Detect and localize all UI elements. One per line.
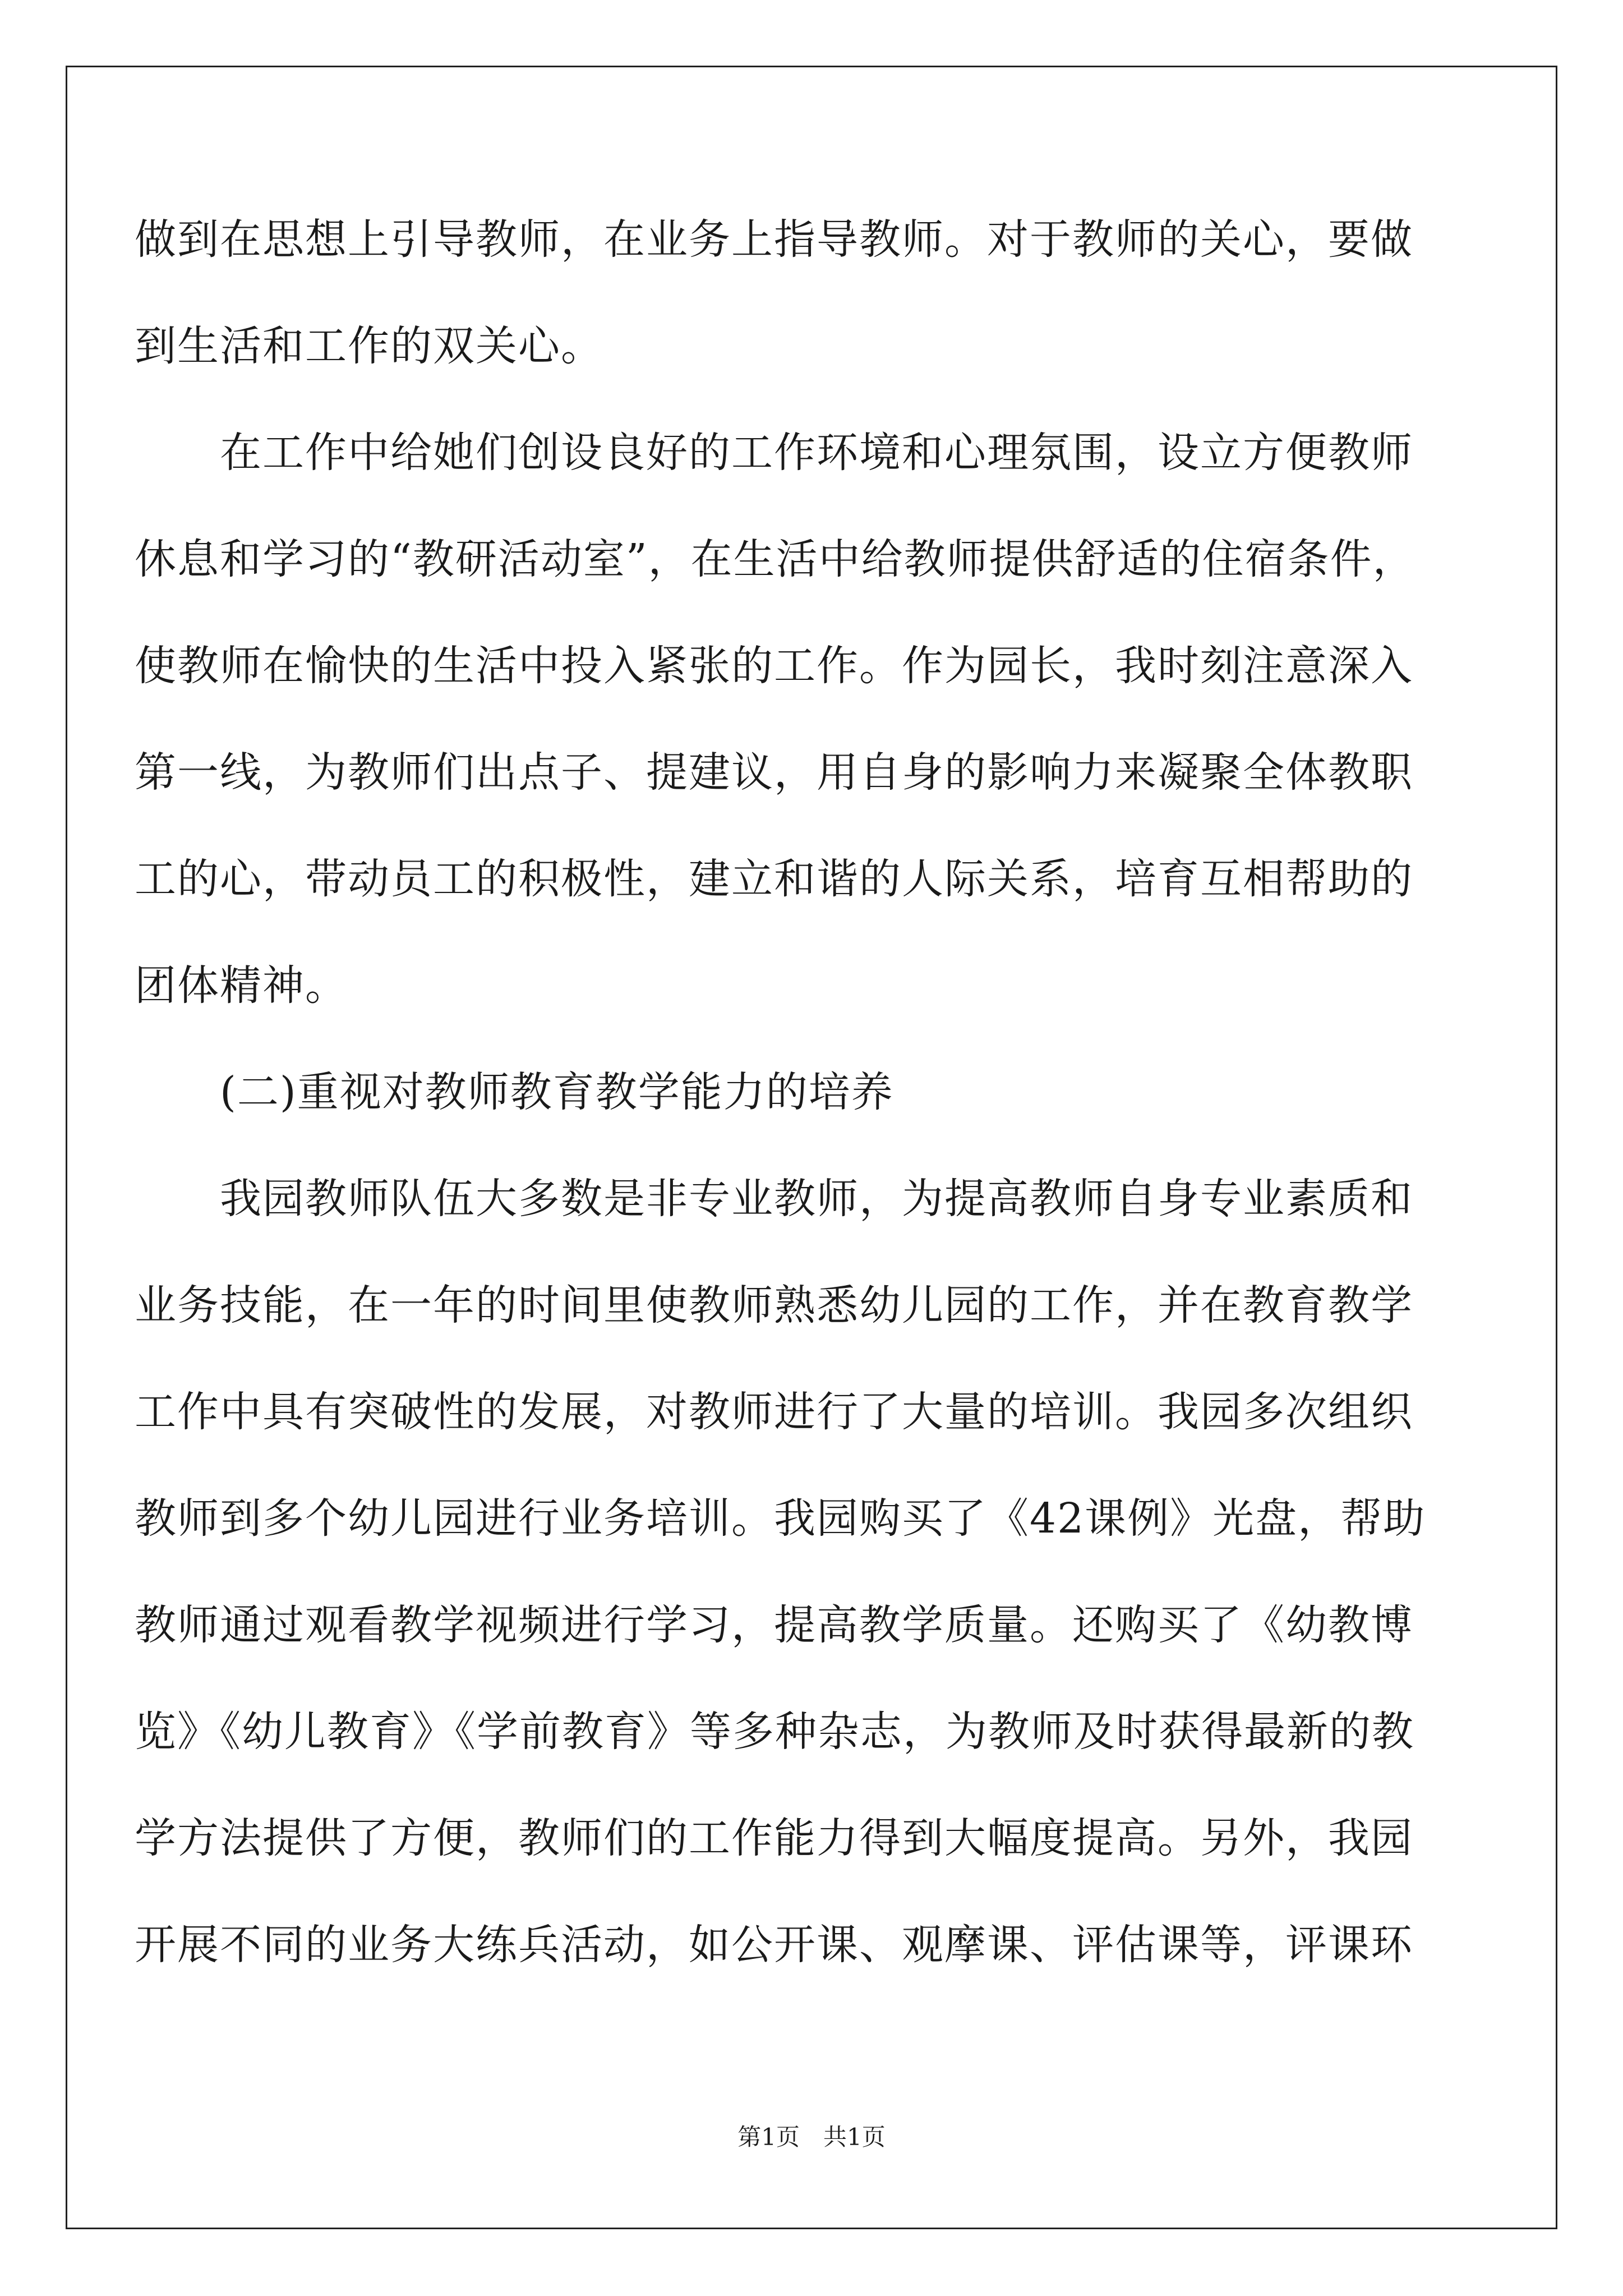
text-line: 览》《幼儿教育》《学前教育》等多种杂志，为教师及时获得最新的教 [135,1708,1414,1756]
text-line: 第一线，为教师们出点子、提建议，用自身的影响力来凝聚全体教职 [135,748,1413,797]
text-line: 在工作中给她们创设良好的工作环境和心理氛围，设立方便教师 [135,429,1413,477]
text-line: 工作中具有突破性的发展，对教师进行了大量的培训。我园多次组织 [135,1388,1413,1436]
text-line: 休息和学习的“教研活动室”，在生活中给教师提供舒适的住宿条件， [135,535,1415,583]
text-line: 我园教师队伍大多数是非专业教师，为提高教师自身专业素质和 [135,1175,1413,1223]
text-line: 教师通过观看教学视频进行学习，提高教学质量。还购买了《幼教博 [135,1601,1413,1649]
text-line: 做到在思想上引导教师，在业务上指导教师。对于教师的关心，要做 [135,215,1413,264]
text-line: 学方法提供了方便，教师们的工作能力得到大幅度提高。另外，我园 [135,1814,1413,1862]
text-line: 团体精神。 [135,961,348,1010]
page-footer: 第1页 共1页 [737,2123,886,2151]
text-line: 开展不同的业务大练兵活动，如公开课、观摩课、评估课等，评课环 [135,1921,1413,1969]
body-text [135,186,1481,1998]
section-heading: (二)重视对教师教育教学能力的培养 [135,1068,894,1116]
text-line: 使教师在愉快的生活中投入紧张的工作。作为园长，我时刻注意深入 [135,642,1413,690]
text-line: 到生活和工作的双关心。 [135,322,603,370]
text-line: 教师到多个幼儿园进行业务培训。我园购买了《42课例》光盘，帮助 [135,1494,1426,1543]
text-line: 业务技能，在一年的时间里使教师熟悉幼儿园的工作，并在教育教学 [135,1281,1413,1329]
text-line: 工的心，带动员工的积极性，建立和谐的人际关系，培育互相帮助的 [135,855,1413,903]
